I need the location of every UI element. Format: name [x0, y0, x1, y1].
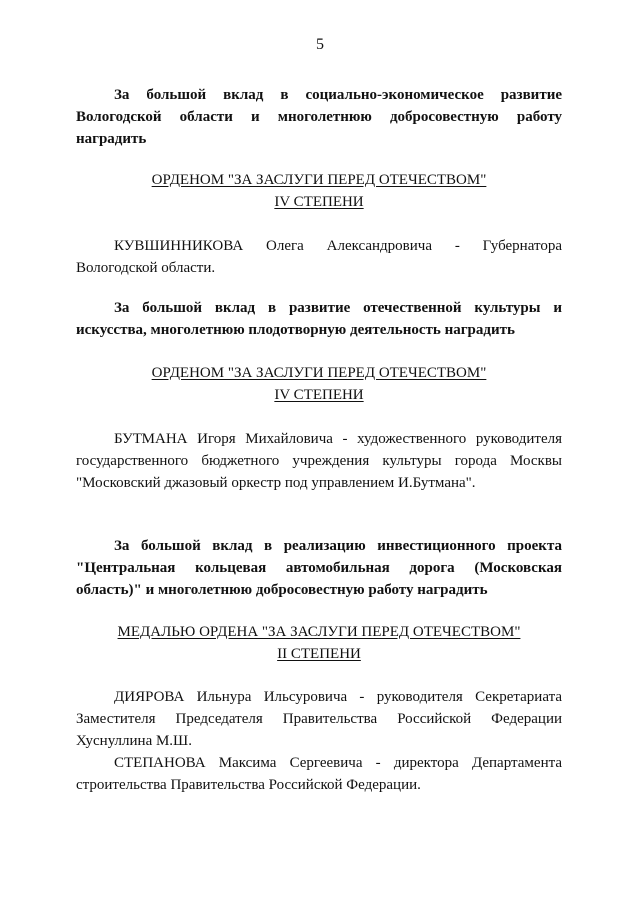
award-title-line: ОРДЕНОМ "ЗА ЗАСЛУГИ ПЕРЕД ОТЕЧЕСТВОМ" — [151, 365, 487, 381]
award-degree-line: II СТЕПЕНИ — [277, 646, 361, 662]
award-title-3 — [76, 621, 562, 665]
award-title-line: МЕДАЛЬЮ ОРДЕНА "ЗА ЗАСЛУГИ ПЕРЕД ОТЕЧЕСТВОМ" — [117, 624, 521, 640]
award-title-2 — [76, 362, 562, 406]
award-degree-line: IV СТЕПЕНИ — [274, 387, 364, 403]
page-number: 5 — [316, 36, 324, 53]
recipient-diyarov: ДИЯРОВА Ильнура Ильсуровича - руководителя Секретариата Заместителя Председателя Правительства Российской Федерации Хуснуллина М.Ш. — [76, 689, 562, 749]
recipient-kuvshinnikov: КУВШИННИКОВА Олега Александровича - Губернатора Вологодской области. — [76, 238, 562, 276]
award-degree-line: IV СТЕПЕНИ — [274, 194, 364, 210]
award-title-1 — [76, 169, 562, 213]
award-preamble-1: За большой вклад в социально-экономическое развитие Вологодской области и многолетнюю добросовестную работу наградить — [76, 87, 562, 147]
recipient-butman: БУТМАНА Игоря Михайловича - художественного руководителя государственного бюджетного учреждения культуры города Москвы "Московский джазовый оркестр под управлением И.Бутмана". — [76, 431, 562, 491]
award-title-line: ОРДЕНОМ "ЗА ЗАСЛУГИ ПЕРЕД ОТЕЧЕСТВОМ" — [151, 172, 487, 188]
award-preamble-3: За большой вклад в реализацию инвестиционного проекта "Центральная кольцевая автомобильная дорога (Московская область)" и многолетнюю добросовестную работу наградить — [76, 538, 562, 598]
award-preamble-2: За большой вклад в развитие отечественной культуры и искусства, многолетнюю плодотворную деятельность наградить — [76, 300, 562, 338]
recipient-stepanov: СТЕПАНОВА Максима Сергеевича - директора Департамента строительства Правительства Российской Федерации. — [76, 755, 562, 793]
